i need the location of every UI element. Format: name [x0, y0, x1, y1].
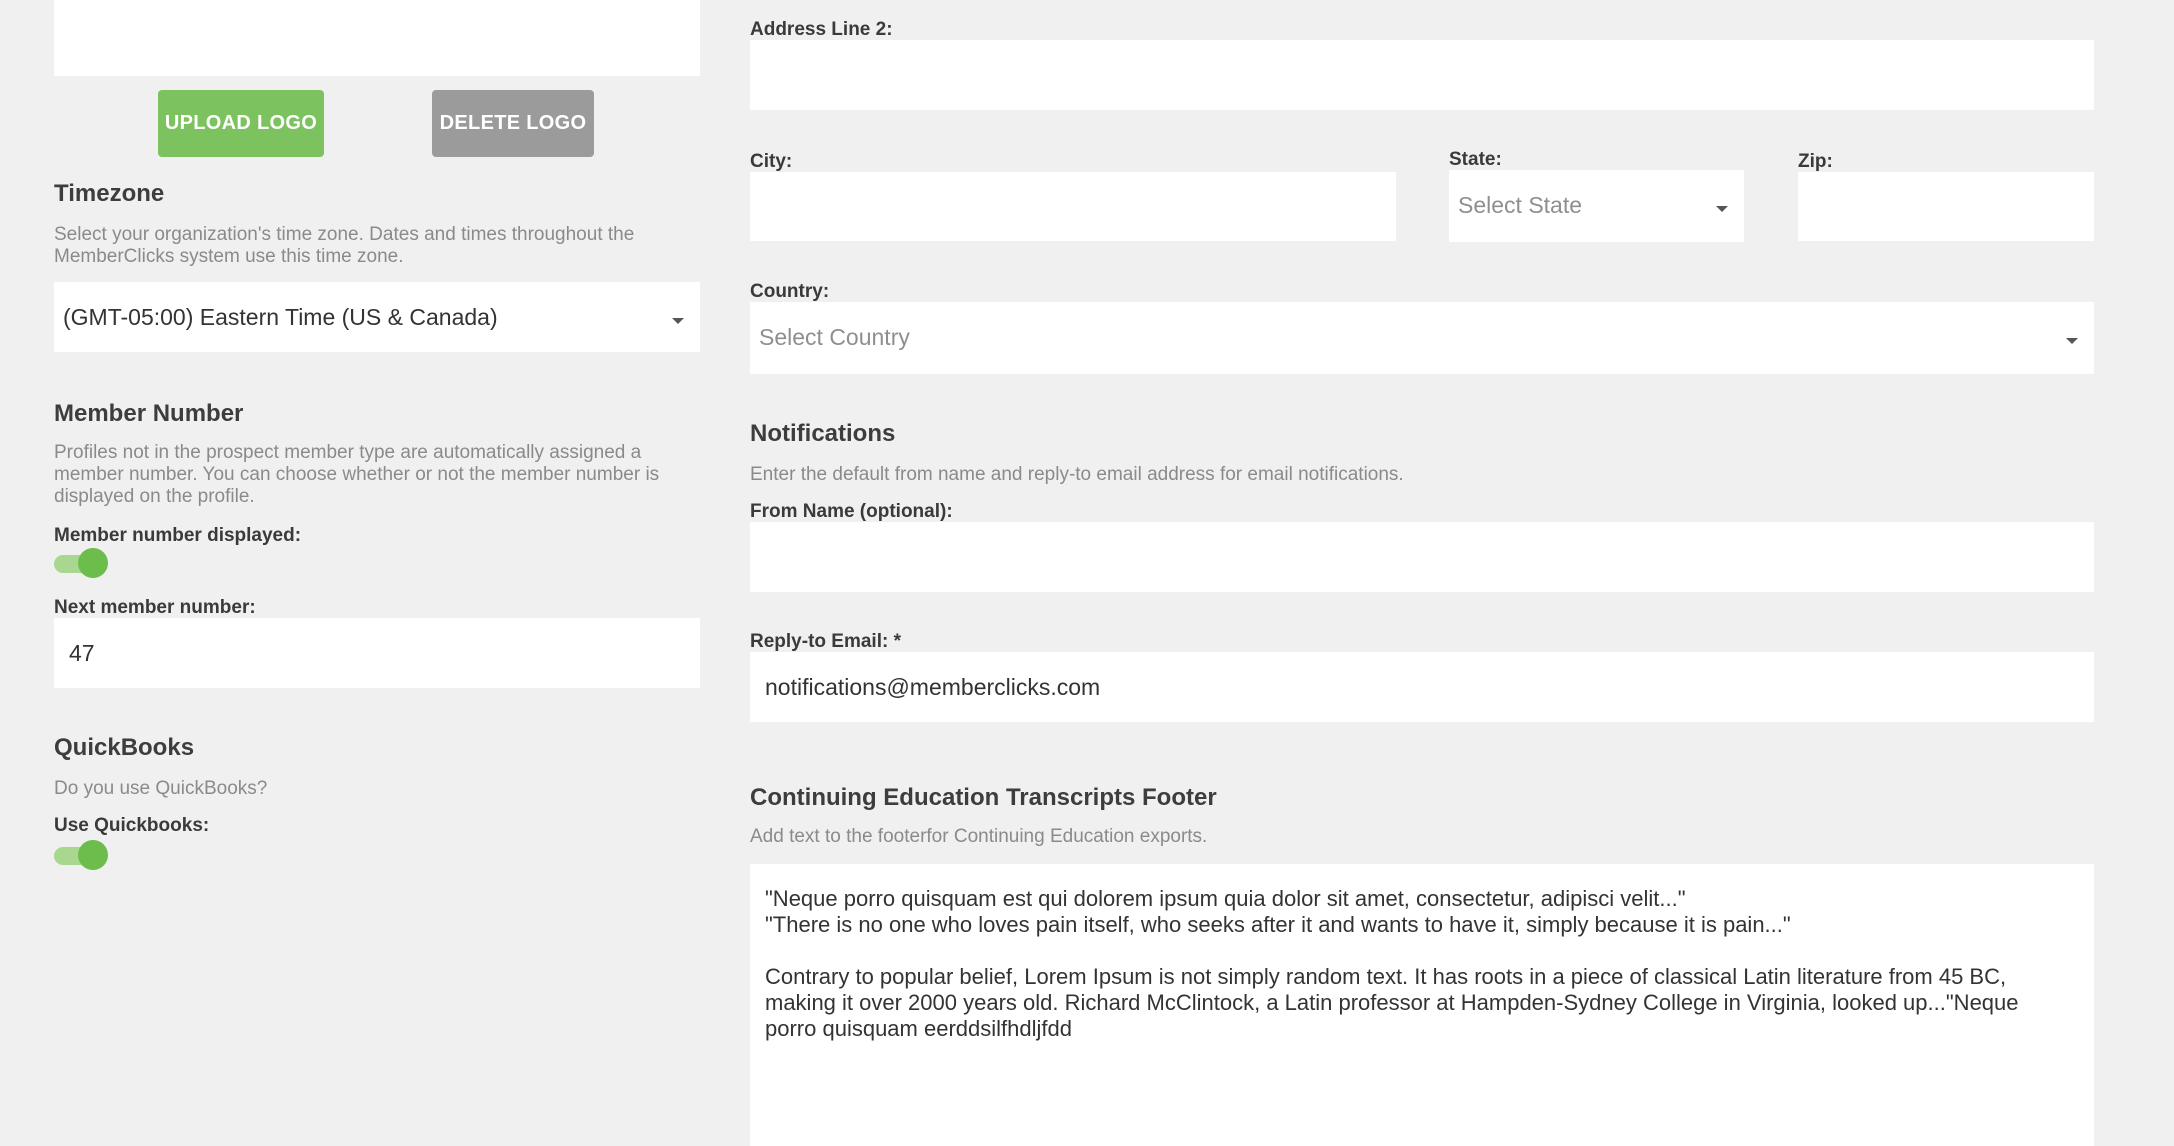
chevron-down-icon: [1716, 206, 1728, 212]
next-member-number-input[interactable]: [54, 618, 700, 688]
member-number-help: Profiles not in the prospect member type are automatically assigned a member number. You can choose whether or not the member number is displayed on the profile.: [54, 442, 660, 507]
timezone-selected-value: (GMT-05:00) Eastern Time (US & Canada): [63, 304, 498, 330]
timezone-select[interactable]: [54, 282, 700, 352]
country-label: Country:: [750, 281, 830, 302]
member-number-heading: Member Number: [54, 400, 244, 427]
address-line2-label: Address Line 2:: [750, 19, 893, 40]
timezone-heading: Timezone: [54, 180, 165, 207]
chevron-down-icon: [2066, 338, 2078, 344]
ce-footer-text: "Neque porro quisquam est qui dolorem ipsum quia dolor sit amet, consectetur, adipisci velit..." "There is no one who loves pain itself, who seeks after it and wants to have it, simply because it is pain..." Contrary to popular belief, Lorem Ipsum is not simply random text. It has roots in a piece of classical Latin literature from 45 BC, making it over 2000 years old. Richard McClintock, a Latin professor at Hampden-Sydney College in Virginia, looked up..."Neque porro quisquam eerddsilfhdljfdd: [765, 886, 2019, 1041]
state-placeholder: Select State: [1458, 192, 1583, 218]
reply-to-email-input[interactable]: [750, 652, 2094, 722]
country-select[interactable]: [750, 302, 2094, 374]
toggle-knob: [78, 840, 108, 870]
address-line2-input[interactable]: [750, 40, 2094, 110]
state-select[interactable]: [1449, 170, 1744, 242]
zip-input[interactable]: [1798, 172, 2094, 241]
ce-footer-heading: Continuing Education Transcripts Footer: [750, 784, 1217, 811]
from-name-input[interactable]: [750, 522, 2094, 592]
next-member-number-label: Next member number:: [54, 597, 256, 618]
next-member-number-value: 47: [69, 640, 95, 666]
state-label: State:: [1449, 149, 1502, 170]
upload-logo-button[interactable]: UPLOAD LOGO: [158, 90, 324, 157]
notifications-help: Enter the default from name and reply-to email address for email notifications.: [750, 464, 1404, 485]
use-quickbooks-label: Use Quickbooks:: [54, 815, 210, 836]
member-number-displayed-label: Member number displayed:: [54, 525, 302, 546]
logo-preview-box: [54, 0, 700, 76]
chevron-down-icon: [672, 318, 684, 324]
toggle-knob: [78, 548, 108, 578]
member-number-displayed-toggle[interactable]: [54, 548, 108, 578]
city-input[interactable]: [750, 172, 1396, 241]
timezone-help: Select your organization's time zone. Dates and times throughout the MemberClicks system use this time zone.: [54, 224, 635, 267]
zip-label: Zip:: [1798, 151, 1833, 172]
ce-footer-help: Add text to the footerfor Continuing Education exports.: [750, 826, 1208, 847]
use-quickbooks-toggle[interactable]: [54, 840, 108, 870]
reply-to-email-value: notifications@memberclicks.com: [765, 674, 1101, 700]
from-name-label: From Name (optional):: [750, 501, 953, 522]
delete-logo-button[interactable]: DELETE LOGO: [432, 90, 594, 157]
ce-footer-textarea[interactable]: [750, 864, 2094, 1146]
notifications-heading: Notifications: [750, 420, 896, 447]
country-placeholder: Select Country: [759, 324, 910, 350]
reply-to-email-label: Reply-to Email: *: [750, 631, 901, 652]
city-label: City:: [750, 151, 793, 172]
quickbooks-heading: QuickBooks: [54, 734, 195, 761]
quickbooks-help: Do you use QuickBooks?: [54, 778, 268, 799]
